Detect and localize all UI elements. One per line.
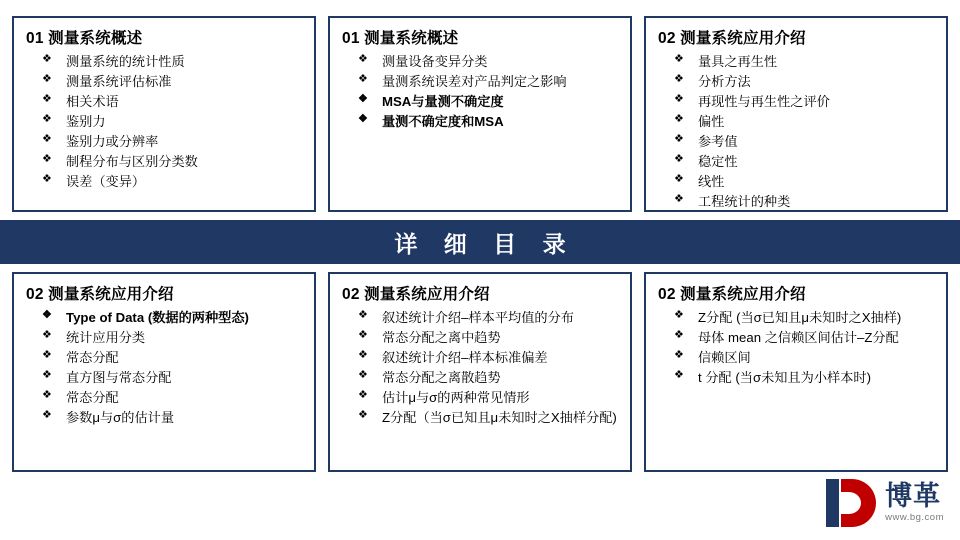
content-card-2 xyxy=(328,16,632,212)
bullet-item: ❖ 常态分配 xyxy=(40,388,304,407)
card-bullet-list xyxy=(658,52,936,211)
bullet-item: ❖ 参数μ与σ的估计量 xyxy=(40,408,304,427)
bullet-item: ❖ 常态分配之离中趋势 xyxy=(356,328,620,347)
content-card-3 xyxy=(644,16,948,212)
bullet-item: ❖ Type of Data (数据的两种型态) xyxy=(40,308,304,327)
bullet-item: ❖ 测量系统的统计性质 xyxy=(40,52,304,71)
bullet-item: ❖ 测量设备变异分类 xyxy=(356,52,620,71)
bullet-item: ❖ Z分配（当σ已知且μ未知时之X抽样分配) xyxy=(356,408,620,427)
logo-company-name: 博革 xyxy=(885,481,942,512)
card-title: 02 测量系统应用介绍 xyxy=(658,286,806,303)
bullet-item: ❖ 常态分配 xyxy=(40,348,304,367)
bullet-item: ❖ 量测系统误差对产品判定之影响 xyxy=(356,72,620,91)
bullet-item: ❖ 量测不确定度和MSA xyxy=(356,112,620,131)
bullet-item: ❖ 再现性与再生性之评价 xyxy=(672,92,936,111)
card-bullet-list xyxy=(26,52,304,191)
bullet-item: ❖ 工程统计的种类 xyxy=(672,192,936,211)
content-card-4 xyxy=(12,272,316,472)
bullet-item: ❖ MSA与量测不确定度 xyxy=(356,92,620,111)
logo-text-block xyxy=(885,483,944,523)
card-title: 01 测量系统概述 xyxy=(26,30,143,47)
bullet-item: ❖ Z分配 (当σ已知且μ未知时之X抽样) xyxy=(672,308,936,327)
bullet-item: ❖ 制程分布与区别分类数 xyxy=(40,152,304,171)
bullet-item: ❖ 常态分配之离散趋势 xyxy=(356,368,620,387)
bullet-item: ❖ 叙述统计介绍–样本平均值的分布 xyxy=(356,308,620,327)
content-card-6 xyxy=(644,272,948,472)
logo-mark-icon xyxy=(824,477,878,529)
bullet-item: ❖ 叙述统计介绍–样本标准偏差 xyxy=(356,348,620,367)
bullet-item: ❖ 量具之再生性 xyxy=(672,52,936,71)
card-title: 02 测量系统应用介绍 xyxy=(342,286,490,303)
bullet-item: ❖ 偏性 xyxy=(672,112,936,131)
bullet-item: ❖ 直方图与常态分配 xyxy=(40,368,304,387)
bullet-item: ❖ 估计μ与σ的两种常见情形 xyxy=(356,388,620,407)
bullet-item: ❖ t 分配 (当σ未知且为小样本时) xyxy=(672,368,936,387)
cards-row-top xyxy=(12,16,948,212)
card-title: 02 测量系统应用介绍 xyxy=(26,286,174,303)
card-bullet-list xyxy=(26,308,304,427)
bullet-item: ❖ 鉴别力 xyxy=(40,112,304,131)
card-bullet-list xyxy=(658,308,936,387)
bullet-item: ❖ 相关术语 xyxy=(40,92,304,111)
card-title: 02 测量系统应用介绍 xyxy=(658,30,806,47)
content-card-1 xyxy=(12,16,316,212)
bullet-item: ❖ 线性 xyxy=(672,172,936,191)
bullet-item: ❖ 稳定性 xyxy=(672,152,936,171)
logo-url: www.bg.com xyxy=(885,512,944,524)
card-title: 01 测量系统概述 xyxy=(342,30,459,47)
bullet-item: ❖ 鉴别力或分辨率 xyxy=(40,132,304,151)
banner-title: 详 细 目 录 xyxy=(394,230,576,257)
bullet-item: ❖ 信赖区间 xyxy=(672,348,936,367)
cards-row-bottom xyxy=(12,272,948,472)
bullet-item: ❖ 分析方法 xyxy=(672,72,936,91)
logo-bar-shape xyxy=(826,479,839,527)
content-card-5 xyxy=(328,272,632,472)
card-bullet-list xyxy=(342,52,620,131)
bullet-item: ❖ 误差（变异） xyxy=(40,172,304,191)
bullet-item: ❖ 参考值 xyxy=(672,132,936,151)
company-logo xyxy=(824,474,944,532)
logo-swoosh-shape xyxy=(841,479,876,527)
section-banner xyxy=(0,220,960,264)
card-bullet-list xyxy=(342,308,620,427)
bullet-item: ❖ 母体 mean 之信赖区间估计–Z分配 xyxy=(672,328,936,347)
bullet-item: ❖ 测量系统评估标准 xyxy=(40,72,304,91)
bullet-item: ❖ 统计应用分类 xyxy=(40,328,304,347)
